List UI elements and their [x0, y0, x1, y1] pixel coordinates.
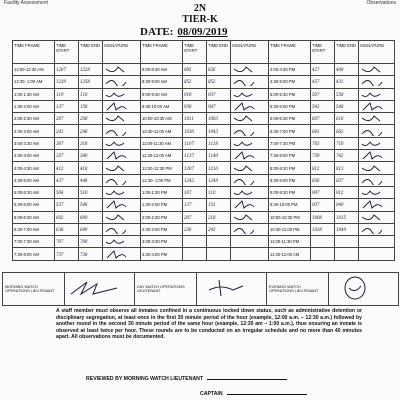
column-header: TIME END	[207, 41, 231, 64]
time-end-cell[interactable]: 248	[79, 125, 103, 137]
time-frame-cell: 6:30-7:00 AM	[13, 223, 55, 235]
signature-cell[interactable]	[103, 88, 141, 100]
initials-scribble-icon	[232, 150, 256, 160]
time-end-cell[interactable]: 431	[335, 76, 359, 88]
table-row	[13, 248, 395, 260]
time-frame-cell: 11:00-11:30 PM	[269, 236, 311, 248]
lieutenant-signature-table	[2, 272, 399, 306]
unit-title: 2N	[193, 3, 207, 14]
time-frame-cell: 10:30-11:00 AM	[141, 125, 183, 137]
time-frame-cell: 4:00-4:30 PM	[269, 64, 311, 76]
time-frame-cell: 5:30-6:00 PM	[269, 100, 311, 112]
time-frame-cell: 2:00-2:30 AM	[13, 113, 55, 125]
signature-cell[interactable]	[231, 150, 269, 162]
initials-scribble-icon	[232, 163, 256, 173]
time-start-cell[interactable]: 504	[55, 186, 79, 198]
time-frame-cell: 2:00-2:30 PM	[141, 211, 183, 223]
time-start-cell[interactable]: 1207	[183, 162, 207, 174]
signature-cell[interactable]	[231, 199, 269, 211]
initials-scribble-icon	[360, 138, 384, 148]
signature-cell[interactable]	[103, 137, 141, 149]
signature-cell[interactable]	[359, 100, 395, 112]
time-start-cell[interactable]: 852	[183, 76, 207, 88]
time-start-cell[interactable]: 1137	[183, 150, 207, 162]
time-frame-cell: 10:00-10:30 AM	[141, 113, 183, 125]
signature-cell[interactable]	[103, 248, 141, 260]
time-end-cell[interactable]: 649	[79, 223, 103, 235]
initials-scribble-icon	[232, 126, 256, 136]
signature-cell[interactable]	[231, 64, 269, 76]
time-start-cell[interactable]: 457	[311, 76, 335, 88]
time-end-cell[interactable]: 912	[335, 186, 359, 198]
time-frame-cell: 4:30-5:00 AM	[13, 174, 55, 186]
time-end-cell[interactable]: 558	[335, 88, 359, 100]
initials-scribble-icon	[360, 64, 384, 74]
time-frame-cell: 11:30-12:00 AM	[141, 150, 183, 162]
time-frame-cell: 3:30-4:00 AM	[13, 150, 55, 162]
date-line	[140, 26, 228, 38]
time-start-cell[interactable]	[311, 248, 335, 260]
time-start-cell[interactable]: 638	[55, 223, 79, 235]
initials-scribble-icon	[104, 126, 128, 136]
time-end-cell[interactable]: 208	[79, 113, 103, 125]
time-end-cell[interactable]: 852	[207, 76, 231, 88]
time-frame-cell: 6:00-6:30 PM	[269, 113, 311, 125]
table-row	[13, 211, 395, 223]
time-frame-cell: 12:30- 1:00 AM	[13, 76, 55, 88]
initials-scribble-icon	[360, 101, 384, 111]
time-end-cell[interactable]: 1015	[335, 211, 359, 223]
table-body	[13, 64, 395, 261]
signature-cell[interactable]	[103, 186, 141, 198]
time-frame-cell: 12:00-12:30 PM	[141, 162, 183, 174]
time-frame-cell: 3:00-3:30 PM	[141, 236, 183, 248]
signature-cell[interactable]	[359, 248, 395, 260]
signature-cell[interactable]	[231, 248, 269, 260]
time-frame-cell: 3:30-4:00 PM	[141, 248, 183, 260]
time-frame-cell: 8:00-8:30 AM	[141, 64, 183, 76]
signature-cell[interactable]	[103, 162, 141, 174]
time-start-cell[interactable]: 107	[183, 186, 207, 198]
signature-cell[interactable]	[359, 186, 395, 198]
top-right-note: Observations	[366, 0, 396, 6]
time-end-cell[interactable]: 1228	[79, 64, 103, 76]
time-start-cell[interactable]: 137	[183, 199, 207, 211]
signature-cell[interactable]	[359, 125, 395, 137]
signature-cell[interactable]	[231, 174, 269, 186]
initials-scribble-icon	[232, 212, 256, 222]
time-frame-cell: 12:00-12:30 AM	[13, 64, 55, 76]
initials-scribble-icon	[104, 175, 128, 185]
reviewed-signature-line[interactable]	[207, 379, 287, 380]
time-start-cell[interactable]: 938	[183, 100, 207, 112]
signature-cell[interactable]	[103, 150, 141, 162]
time-start-cell[interactable]: 507	[311, 88, 335, 100]
time-start-cell[interactable]	[183, 248, 207, 260]
signature-cell[interactable]	[359, 174, 395, 186]
time-start-cell[interactable]: 236	[183, 223, 207, 235]
date-label: DATE:	[140, 26, 174, 38]
time-end-cell[interactable]: 937	[207, 88, 231, 100]
signature-cell[interactable]	[359, 199, 395, 211]
initials-scribble-icon	[232, 138, 256, 148]
signature-cell[interactable]	[231, 100, 269, 112]
initials-scribble-icon	[104, 150, 128, 160]
time-start-cell[interactable]: 337	[55, 150, 79, 162]
signature-cell[interactable]	[231, 76, 269, 88]
time-start-cell[interactable]: 707	[55, 236, 79, 248]
time-end-cell[interactable]: 618	[335, 113, 359, 125]
column-header: SIGNATURE	[359, 41, 395, 64]
time-start-cell[interactable]: 1239	[55, 76, 79, 88]
initials-scribble-icon	[104, 212, 128, 222]
initials-scribble-icon	[104, 199, 128, 209]
time-frame-cell: 10:00-10:30 PM	[269, 211, 311, 223]
time-end-cell[interactable]: 110	[79, 88, 103, 100]
signature-cell[interactable]	[103, 100, 141, 112]
time-start-cell[interactable]: 739	[311, 150, 335, 162]
reviewed-label: REVIEWED BY MORNING WATCH LIEUTENANT	[86, 376, 204, 382]
initials-scribble-icon	[360, 113, 384, 123]
signature-cell[interactable]	[231, 88, 269, 100]
time-start-cell[interactable]: 207	[55, 113, 79, 125]
initials-scribble-icon	[104, 163, 128, 173]
column-header: SIGNATURE	[231, 41, 269, 64]
table-row	[13, 113, 395, 125]
time-end-cell[interactable]: 151	[207, 199, 231, 211]
table-row	[13, 186, 395, 198]
morning-lieutenant-label: MORNING WATCH OPERATIONS LIEUTENANT	[3, 273, 65, 306]
time-end-cell[interactable]: 718	[335, 137, 359, 149]
time-end-cell[interactable]: 548	[335, 100, 359, 112]
table-row	[13, 162, 395, 174]
time-frame-cell: 6:00-6:30 AM	[13, 211, 55, 223]
signature-cell[interactable]	[231, 211, 269, 223]
initials-scribble-icon	[104, 224, 128, 234]
time-end-cell[interactable]: 738	[79, 248, 103, 260]
initials-scribble-icon	[360, 187, 384, 197]
time-end-cell[interactable]: 742	[335, 150, 359, 162]
initials-scribble-icon	[104, 89, 128, 99]
signature-cell[interactable]	[103, 113, 141, 125]
table-row	[13, 137, 395, 149]
initials-scribble-icon	[232, 64, 256, 74]
time-frame-cell: 9:00-9:30 AM	[141, 88, 183, 100]
initials-scribble-icon	[104, 101, 128, 111]
initials-scribble-icon	[232, 175, 256, 185]
time-start-cell[interactable]: 1038	[311, 223, 335, 235]
table-header-row	[13, 41, 395, 64]
column-header: TIME FRAME	[13, 41, 55, 64]
time-start-cell[interactable]: 543	[311, 100, 335, 112]
time-start-cell[interactable]: 1107	[183, 137, 207, 149]
initials-scribble-icon	[104, 76, 128, 86]
column-header: TIME END	[79, 41, 103, 64]
morning-lieutenant-signature[interactable]	[65, 273, 135, 306]
time-start-cell[interactable]: 812	[311, 162, 335, 174]
time-end-cell[interactable]	[335, 248, 359, 260]
time-frame-cell: 7:30-8:00 PM	[269, 150, 311, 162]
table-row	[13, 125, 395, 137]
time-start-cell[interactable]: 137	[55, 100, 79, 112]
signature-cell[interactable]	[359, 150, 395, 162]
time-end-cell[interactable]: 609	[79, 211, 103, 223]
time-end-cell[interactable]: 1140	[207, 150, 231, 162]
time-end-cell[interactable]: 110	[207, 186, 231, 198]
time-frame-cell: 5:00-5:30 AM	[13, 186, 55, 198]
initials-scribble-icon	[232, 199, 256, 209]
time-start-cell[interactable]: 641	[311, 125, 335, 137]
tier-title: TIER-K	[182, 14, 218, 25]
signature-cell[interactable]	[231, 137, 269, 149]
column-header: TIME FRAME	[269, 41, 311, 64]
signature-cell[interactable]	[359, 113, 395, 125]
signature-cell[interactable]	[103, 125, 141, 137]
day-lieutenant-label: DAY WATCH OPERATIONS LIEUTENANT	[135, 273, 197, 306]
table-row	[13, 88, 395, 100]
time-frame-cell: 5:30-6:00 AM	[13, 199, 55, 211]
captain-signature-line[interactable]	[227, 394, 307, 395]
initials-scribble-icon	[360, 150, 384, 160]
time-start-cell[interactable]: 1242	[183, 174, 207, 186]
initials-scribble-icon	[360, 212, 384, 222]
signature-cell[interactable]	[359, 211, 395, 223]
signature-cell[interactable]	[231, 223, 269, 235]
signature-scribble-icon	[199, 276, 259, 300]
signature-cell[interactable]	[103, 236, 141, 248]
table-row	[13, 100, 395, 112]
time-end-cell[interactable]: 243	[207, 223, 231, 235]
initials-scribble-icon	[104, 187, 128, 197]
captain-label: CAPTAIN	[200, 391, 223, 397]
signature-cell[interactable]	[231, 162, 269, 174]
time-end-cell[interactable]: 940	[335, 199, 359, 211]
time-start-cell[interactable]: 703	[311, 137, 335, 149]
signature-scribble-icon	[331, 274, 391, 302]
time-start-cell[interactable]: 1011	[183, 113, 207, 125]
signature-cell[interactable]	[231, 236, 269, 248]
time-start-cell[interactable]: 910	[183, 88, 207, 100]
signature-cell[interactable]	[359, 64, 395, 76]
time-start-cell[interactable]: 907	[311, 186, 335, 198]
table-row	[13, 199, 395, 211]
captain-line	[200, 391, 307, 397]
time-start-cell[interactable]: 737	[55, 248, 79, 260]
time-frame-cell: 7:00-7:30 PM	[269, 137, 311, 149]
time-frame-cell: 8:30-9:00 AM	[141, 76, 183, 88]
date-value: 08/09/2019	[177, 26, 228, 38]
signature-cell[interactable]	[359, 236, 395, 248]
time-frame-cell: 12:30- 1:00 PM	[141, 174, 183, 186]
time-end-cell[interactable]: 1049	[335, 223, 359, 235]
signature-cell[interactable]	[103, 64, 141, 76]
time-end-cell[interactable]: 708	[79, 236, 103, 248]
time-start-cell[interactable]: 1036	[183, 125, 207, 137]
time-start-cell[interactable]	[183, 236, 207, 248]
observation-table	[12, 40, 395, 261]
table-row	[13, 150, 395, 162]
signature-cell[interactable]	[103, 211, 141, 223]
time-frame-cell: 8:00-8:30 PM	[269, 162, 311, 174]
initials-scribble-icon	[360, 126, 384, 136]
time-end-cell[interactable]: 1258	[79, 76, 103, 88]
signature-cell[interactable]	[103, 174, 141, 186]
time-frame-cell: 4:30-5:00 PM	[269, 76, 311, 88]
time-frame-cell: 1:00-1:30 PM	[141, 186, 183, 198]
time-frame-cell: 10:30-11:00 PM	[269, 223, 311, 235]
signature-cell[interactable]	[103, 76, 141, 88]
time-end-cell[interactable]: 826	[207, 64, 231, 76]
time-end-cell[interactable]	[335, 236, 359, 248]
time-end-cell[interactable]: 1118	[207, 137, 231, 149]
initials-scribble-icon	[232, 113, 256, 123]
time-end-cell[interactable]: 408	[335, 64, 359, 76]
initials-scribble-icon	[232, 224, 256, 234]
time-frame-cell: 1:30-2:00 AM	[13, 100, 55, 112]
initials-scribble-icon	[104, 138, 128, 148]
time-end-cell[interactable]: 1249	[207, 174, 231, 186]
time-end-cell[interactable]: 837	[335, 174, 359, 186]
table-row	[13, 76, 395, 88]
table-row	[13, 174, 395, 186]
time-end-cell[interactable]: 947	[207, 100, 231, 112]
initials-scribble-icon	[360, 89, 384, 99]
time-start-cell[interactable]: 412	[55, 162, 79, 174]
time-start-cell[interactable]: 937	[311, 199, 335, 211]
time-frame-cell: 6:30-7:00 PM	[269, 125, 311, 137]
column-header: TIME START	[183, 41, 207, 64]
signature-cell[interactable]	[359, 76, 395, 88]
initials-scribble-icon	[232, 101, 256, 111]
time-frame-cell: 2:30-3:00 AM	[13, 125, 55, 137]
column-header: TIME START	[311, 41, 335, 64]
initials-scribble-icon	[360, 175, 384, 185]
time-start-cell[interactable]: 805	[183, 64, 207, 76]
time-start-cell[interactable]: 427	[311, 64, 335, 76]
initials-scribble-icon	[104, 113, 128, 123]
evening-lieutenant-signature[interactable]	[329, 273, 399, 306]
time-end-cell[interactable]: 340	[79, 150, 103, 162]
signature-cell[interactable]	[231, 186, 269, 198]
signature-cell[interactable]	[231, 113, 269, 125]
table-row	[13, 223, 395, 235]
signature-cell[interactable]	[231, 125, 269, 137]
time-frame-cell: 11:30-12:00 AM	[269, 248, 311, 260]
time-frame-cell: 5:00-5:30 PM	[269, 88, 311, 100]
signature-cell[interactable]	[359, 88, 395, 100]
time-frame-cell: 1:30-2:00 PM	[141, 199, 183, 211]
signature-scribble-icon	[67, 276, 127, 300]
signature-cell[interactable]	[359, 223, 395, 235]
day-lieutenant-signature[interactable]	[197, 273, 267, 306]
column-header: TIME END	[335, 41, 359, 64]
time-start-cell[interactable]: 241	[55, 125, 79, 137]
initials-scribble-icon	[104, 249, 128, 259]
initials-scribble-icon	[104, 236, 128, 246]
column-header: SIGNATURE	[103, 41, 141, 64]
time-start-cell[interactable]: 437	[55, 174, 79, 186]
time-frame-cell: 4:00-4:30 AM	[13, 162, 55, 174]
initials-scribble-icon	[360, 76, 384, 86]
time-end-cell[interactable]: 318	[79, 137, 103, 149]
evening-lieutenant-label: EVENING WATCH OPERATIONS LIEUTENANT	[267, 273, 329, 306]
column-header: TIME FRAME	[141, 41, 183, 64]
reviewed-by-line	[86, 376, 287, 382]
time-end-cell[interactable]: 1003	[207, 113, 231, 125]
time-end-cell[interactable]: 418	[79, 162, 103, 174]
initials-scribble-icon	[360, 224, 384, 234]
initials-scribble-icon	[104, 64, 128, 74]
initials-scribble-icon	[232, 187, 256, 197]
time-end-cell[interactable]: 662	[335, 125, 359, 137]
column-header: TIME START	[55, 41, 79, 64]
time-start-cell[interactable]: 307	[55, 137, 79, 149]
initials-scribble-icon	[232, 76, 256, 86]
time-start-cell[interactable]: 602	[55, 211, 79, 223]
initials-scribble-icon	[232, 89, 256, 99]
time-start-cell[interactable]: 607	[311, 113, 335, 125]
time-end-cell[interactable]: 218	[207, 211, 231, 223]
time-start-cell[interactable]: 119	[55, 88, 79, 100]
top-left-note: Facility Assessment	[4, 0, 48, 6]
initials-scribble-icon	[360, 199, 384, 209]
time-frame-cell: 7:30-8:00 AM	[13, 248, 55, 260]
table-row	[13, 64, 395, 76]
time-end-cell[interactable]: 158	[79, 100, 103, 112]
time-frame-cell: 9:30-10:00 AM	[141, 100, 183, 112]
time-frame-cell: 7:00-7:30 AM	[13, 236, 55, 248]
time-frame-cell: 1:00-1:30 AM	[13, 88, 55, 100]
time-start-cell[interactable]: 1008	[311, 211, 335, 223]
time-end-cell[interactable]: 1216	[207, 162, 231, 174]
signature-cell[interactable]	[103, 223, 141, 235]
time-start-cell[interactable]	[311, 236, 335, 248]
time-end-cell[interactable]: 1043	[207, 125, 231, 137]
observation-policy-notice: A staff member must observe all inmates confined in a continuous locked down status, such as administrative detention or disciplinary segregation, at least once in the first 30 minute period of the hour (example, 12:00 a.m. – 12:30 a.m.) followed by another round in the second 30 minute period of the same hour (example, 12:30 am – 1:00 a.m.), thus ensuring an inmate is observed at least twice per hour. These rounds are to be conducted on an irregular schedule and no more than 40 minutes apart. All observations must be documented.	[56, 308, 362, 341]
time-frame-cell: 8:30-9:00 PM	[269, 174, 311, 186]
time-end-cell[interactable]	[207, 248, 231, 260]
time-start-cell[interactable]: 207	[183, 211, 207, 223]
signature-cell[interactable]	[103, 199, 141, 211]
time-frame-cell: 9:30-10:00 PM	[269, 199, 311, 211]
initials-scribble-icon	[360, 163, 384, 173]
signature-cell[interactable]	[359, 137, 395, 149]
time-end-cell[interactable]: 510	[79, 186, 103, 198]
time-start-cell[interactable]: 1207	[55, 64, 79, 76]
time-end-cell[interactable]	[207, 236, 231, 248]
time-end-cell[interactable]: 813	[335, 162, 359, 174]
time-frame-cell: 9:00-9:30 PM	[269, 186, 311, 198]
time-start-cell[interactable]: 537	[55, 199, 79, 211]
time-end-cell[interactable]: 448	[79, 174, 103, 186]
time-frame-cell: 11:00-11:30 AM	[141, 137, 183, 149]
time-end-cell[interactable]: 548	[79, 199, 103, 211]
time-frame-cell: 2:30-3:00 PM	[141, 223, 183, 235]
signature-cell[interactable]	[359, 162, 395, 174]
table-row	[13, 236, 395, 248]
time-start-cell[interactable]: 836	[311, 174, 335, 186]
time-frame-cell: 3:00-3:30 AM	[13, 137, 55, 149]
